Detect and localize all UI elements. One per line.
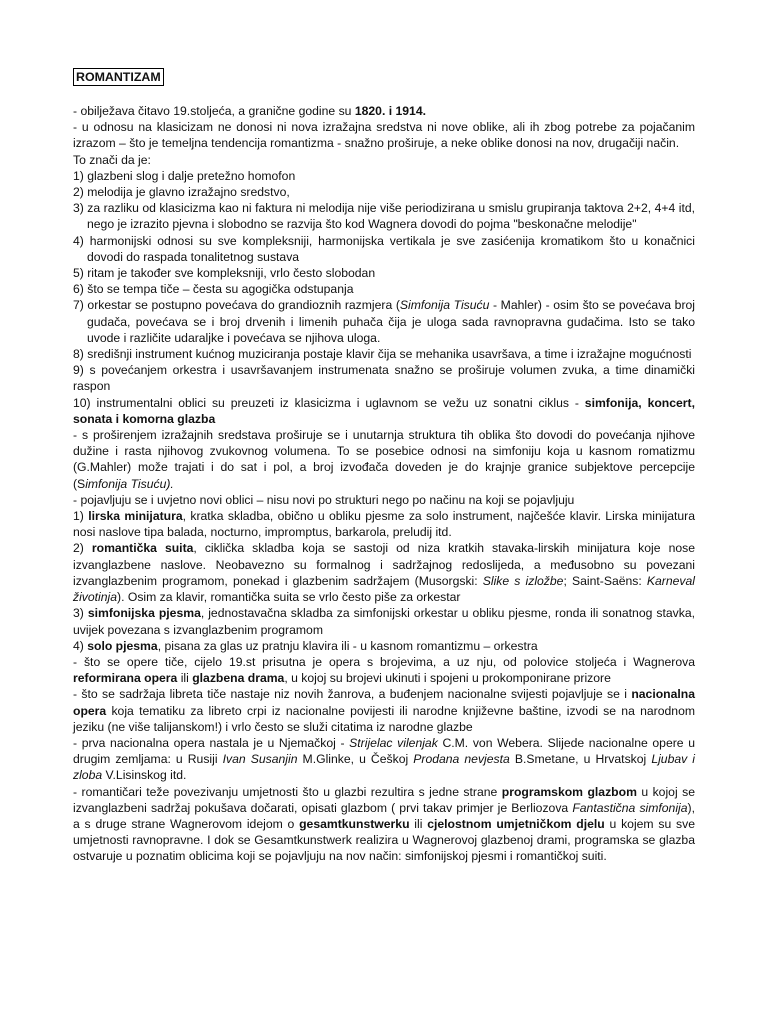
text-run: 1) glazbeni slog i dalje pretežno homofon <box>73 168 296 183</box>
italic-text: Karneval životinja <box>73 573 695 605</box>
text-run: 4) harmonijski odnosi su sve kompleksniji, harmonijska vertikala je sve zasićenija kromatikom što u konačnici dovodi do raspada tonalitetnog sustava <box>73 233 695 264</box>
text-run: - romantičari teže povezivanju umjetnosti što u glazbi rezultira s jedne strane <box>73 784 502 799</box>
document-title: ROMANTIZAM <box>73 68 164 86</box>
paragraph <box>73 540 695 605</box>
text-run: To znači da je: <box>73 152 151 167</box>
paragraph <box>73 638 695 654</box>
bold-text: glazbena drama <box>192 671 285 686</box>
paragraph <box>73 492 695 508</box>
paragraph <box>73 508 695 540</box>
bold-text: programskom glazbom <box>501 784 637 799</box>
bold-text: reformirana opera <box>73 671 178 686</box>
text-run: ), a s druge strane Wagnerovom idejom o <box>73 800 695 831</box>
italic-text: Ljubav i zloba <box>73 752 695 783</box>
text-run: 8) središnji instrument kućnog muziciranja postaje klavir čija se mehanika usavršava, a time i izražajne mogućnosti <box>73 347 692 362</box>
bold-text: cjelostnom umjetničkom djelu <box>427 816 605 831</box>
text-run: - pojavljuju se i uvjetno novi oblici – nisu novi po strukturi nego po načinu na koji se pojavljuju <box>73 492 575 507</box>
bold-text: 1820. i 1914. <box>354 104 426 118</box>
paragraph <box>73 265 695 281</box>
italic-text: imfonija Tisuću). <box>85 476 174 491</box>
paragraph <box>73 103 695 119</box>
text-run: 2) melodija je glavno izražajno sredstvo, <box>73 185 290 200</box>
document-page <box>73 68 695 865</box>
text-run: - obilježava čitavo 19.stoljeća, a granične godine su <box>73 104 355 118</box>
text-run: , ciklička skladba koja se sastoji od niza kratkih stavaka-lirskih minijatura koje nose izvanglazbene naslove. Neobavezno su formalnog i sadržajnog redoslijeda, a međusobno su povezani izvanglazbenim programom, ponekad i glazbenim sadržajem (Musorgski: <box>73 541 695 588</box>
text-run: C.M. von Webera. Slijede nacionalne opere u drugim zemljama: u Rusiji <box>73 735 695 767</box>
italic-text: Ivan Susanjin <box>222 752 298 767</box>
text-run: ili <box>409 816 428 831</box>
bold-text: simfonijska pjesma <box>87 606 201 621</box>
text-run: , jednostavačna skladba za simfonijski orkestar u obliku pjesme, ronda ili sonatnog stavka, uvijek povezana s izvanglazbenim programom <box>73 606 695 637</box>
text-run: u kojoj se izvanglazbeni sadržaj pokušava dočarati, opisati glazbom ( prvi takav primjer je Berliozova <box>73 784 695 815</box>
document-body <box>73 103 695 865</box>
text-run: 3) za razliku od klasicizma kao ni faktura ni melodija nije više periodizirana u smislu grupiranja taktova 2+2, 4+4 itd, nego je izrazito pjevna i slobodno se razvija što kod Wagnera dovodi do pojma "beskonačne melodije" <box>73 201 695 232</box>
text-run: ili <box>177 671 193 686</box>
text-run: - s proširenjem izražajnih sredstava proširuje se i unutarnja struktura tih oblika što dovodi do povećanja njihove dužine i rasta njihovog zvukovnog volumena. To se posebice odnosi na simfoniju koja u kasnom romatizmu (G.Mahler) može trajati i do sat i pol, a broj izvođača doveden je do krajnje granice subjektove percepcije (S <box>73 428 695 491</box>
paragraph <box>73 395 695 427</box>
text-run: 3) <box>73 606 88 621</box>
paragraph <box>73 297 695 346</box>
paragraph <box>73 735 695 784</box>
bold-text: simfonija, koncert, sonata i komorna glazba <box>73 395 695 426</box>
bold-text: nacionalna opera <box>73 687 695 718</box>
paragraph <box>73 784 695 865</box>
text-run: - što se opere tiče, cijelo 19.st prisutna je opera s brojevima, a uz nju, od polovice stoljeća i Wagnerova <box>73 654 695 669</box>
text-run: M.Glinke, u Češkoj <box>297 752 414 767</box>
paragraph <box>73 168 695 184</box>
text-run: 5) ritam je također sve kompleksniji, vrlo često slobodan <box>73 266 376 281</box>
text-run: 7) orkestar se postupno povećava do grandioznih razmjera ( <box>73 298 400 313</box>
italic-text: Prodana nevjesta <box>413 752 510 767</box>
paragraph <box>73 200 695 232</box>
paragraph <box>73 233 695 265</box>
text-run: ). Osim za klavir, romantička suita se vrlo često piše za orkestar <box>117 590 461 605</box>
paragraph <box>73 686 695 735</box>
text-run: - u odnosu na klasicizam ne donosi ni nova izražajna sredstva ni nove oblike, ali ih zbog potrebe za pojačanim izrazom – što je temeljna tendencija romantizma - snažno proširuje, a neke oblike donosi na nov, drugačiji način. <box>73 120 695 151</box>
text-run: - što se sadržaja libreta tiče nastaje niz novih žanrova, a buđenjem nacionalne svijesti pojavljuje se i <box>73 687 632 702</box>
bold-text: lirska minijatura <box>88 509 183 524</box>
paragraph <box>73 654 695 686</box>
paragraph <box>73 119 695 151</box>
text-run: - Mahler) - osim što se povećava broj gudača, povećava se i broj drvenih i limenih puhača čija je uloga sada ravnopravna gudačima. Isto se tako uvode i različite udaraljke i povećava se njihova uloga. <box>87 298 695 345</box>
text-run: B.Smetane, u Hrvatskoj <box>509 752 652 767</box>
text-run: 2) <box>73 541 92 556</box>
text-run: - prva nacionalna opera nastala je u Njemačkoj - <box>73 735 350 750</box>
paragraph <box>73 346 695 362</box>
italic-text: Slike s izložbe <box>482 573 564 588</box>
text-run: koja tematiku za libreto crpi iz nacionalne povijesti ili narodne književne baštine, izvodi se na narodnom jeziku (ne više talijanskom!) i vrlo često se služi citatima iz narodne glazbe <box>73 703 695 734</box>
paragraph <box>73 605 695 637</box>
italic-text: Fantastična simfonija <box>572 800 688 815</box>
text-run: u kojem su sve umjetnosti ravnopravne. I dok se Gesamtkunstwerk realizira u Wagnerovoj glazbenoj drami, programska se glazba ostvaruje u poznatim oblicima koji se pojavljuju na nov način: simfonijskoj pjesmi i romantičkoj suiti. <box>73 816 695 864</box>
bold-text: romantička suita <box>91 541 194 556</box>
text-run: 4) <box>73 638 88 653</box>
text-run: , pisana za glas uz pratnju klavira ili - u kasnom romantizmu – orkestra <box>157 638 538 653</box>
bold-text: gesamtkunstwerku <box>299 816 410 831</box>
italic-text: Strijelac vilenjak <box>349 735 438 750</box>
text-run: , kratka skladba, obično u obliku pjesme za solo instrument, najčešće klavir. Lirska minijatura nosi naslove tipa balada, nocturno, impromptus, barkarola, preludij itd. <box>73 509 695 540</box>
text-run: , u kojoj su brojevi ukinuti i spojeni u prokomponirane prizore <box>284 671 611 686</box>
text-run: V.Lisinskog itd. <box>102 768 187 783</box>
text-run: ; Saint-Saëns: <box>563 573 647 588</box>
text-run: 6) što se tempa tiče – česta su agogička odstupanja <box>73 282 354 297</box>
paragraph <box>73 281 695 297</box>
text-run: 1) <box>73 509 89 524</box>
text-run: 10) instrumentalni oblici su preuzeti iz klasicizma i uglavnom se vežu uz sonatni ciklus - <box>73 395 585 410</box>
paragraph <box>73 427 695 492</box>
italic-text: Simfonija Tisuću <box>399 298 490 313</box>
text-run: 9) s povećanjem orkestra i usavršavanjem instrumenata snažno se proširuje volumen zvuka, a time dinamički raspon <box>73 363 695 394</box>
paragraph <box>73 362 695 394</box>
bold-text: solo pjesma <box>87 638 158 653</box>
paragraph <box>73 152 695 168</box>
paragraph <box>73 184 695 200</box>
